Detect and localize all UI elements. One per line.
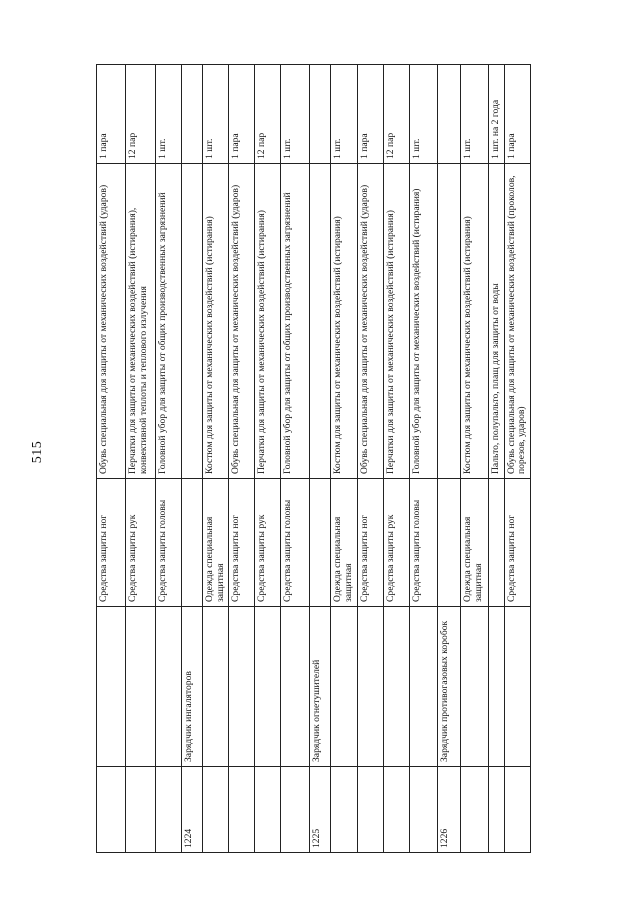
row-number <box>460 767 488 853</box>
profession-name <box>255 607 281 767</box>
ppe-norms-table <box>96 64 531 853</box>
table-row <box>126 65 156 853</box>
row-number <box>409 767 437 853</box>
table-body <box>97 65 531 853</box>
table-row <box>383 65 409 853</box>
ppe-category: Средства защиты рук <box>126 479 156 607</box>
row-number <box>504 767 530 853</box>
row-number <box>229 767 255 853</box>
ppe-category: Средства защиты головы <box>156 479 182 607</box>
ppe-category: Одежда специальная защитная <box>460 479 488 607</box>
table-row <box>357 65 383 853</box>
issue-quantity: 1 шт. <box>331 65 357 164</box>
ppe-category: Средства защиты рук <box>255 479 281 607</box>
profession-name <box>488 607 504 767</box>
ppe-category: Средства защиты рук <box>383 479 409 607</box>
table-row <box>203 65 229 853</box>
issue-quantity <box>437 65 460 164</box>
ppe-item: Перчатки для защиты от механических воздействий (истирания) <box>255 164 281 479</box>
issue-quantity: 1 пара <box>357 65 383 164</box>
ppe-category: Средства защиты головы <box>281 479 310 607</box>
profession-name: Зарядчик огнетушителей <box>310 607 331 767</box>
ppe-item <box>182 164 203 479</box>
row-number <box>281 767 310 853</box>
issue-quantity: 1 шт. <box>460 65 488 164</box>
profession-name <box>357 607 383 767</box>
ppe-category: Средства защиты ног <box>357 479 383 607</box>
issue-quantity: 1 пара <box>97 65 126 164</box>
row-number: 1225 <box>310 767 331 853</box>
table-row <box>310 65 331 853</box>
issue-quantity: 1 пара <box>504 65 530 164</box>
ppe-category: Средства защиты ног <box>97 479 126 607</box>
row-number <box>97 767 126 853</box>
ppe-item: Костюм для защиты от механических воздействий (истирания) <box>460 164 488 479</box>
ppe-category: Одежда специальная защитная <box>331 479 357 607</box>
row-number <box>357 767 383 853</box>
profession-name <box>504 607 530 767</box>
issue-quantity: 12 пар <box>255 65 281 164</box>
table-row <box>156 65 182 853</box>
profession-name: Зарядчик ингаляторов <box>182 607 203 767</box>
table-row <box>437 65 460 853</box>
ppe-item: Головной убор для защиты от общих производственных загрязнений <box>156 164 182 479</box>
issue-quantity: 1 шт. на 2 года <box>488 65 504 164</box>
ppe-category: Средства защиты ног <box>504 479 530 607</box>
row-number <box>383 767 409 853</box>
issue-quantity: 1 шт. <box>409 65 437 164</box>
profession-name <box>383 607 409 767</box>
issue-quantity <box>310 65 331 164</box>
ppe-item: Перчатки для защиты от механических воздействий (истирания), конвективной теплоты и теплового излучения <box>126 164 156 479</box>
ppe-category: Одежда специальная защитная <box>203 479 229 607</box>
profession-name <box>229 607 255 767</box>
ppe-item: Обувь специальная для защиты от механических воздействий (проколов, порезов, ударов) <box>504 164 530 479</box>
ppe-category <box>437 479 460 607</box>
issue-quantity: 1 шт. <box>281 65 310 164</box>
issue-quantity <box>182 65 203 164</box>
ppe-category <box>182 479 203 607</box>
table-row <box>504 65 530 853</box>
table-container <box>96 65 528 853</box>
row-number: 1224 <box>182 767 203 853</box>
table-row <box>460 65 488 853</box>
row-number <box>488 767 504 853</box>
ppe-item <box>437 164 460 479</box>
table-row <box>331 65 357 853</box>
issue-quantity: 1 шт. <box>203 65 229 164</box>
ppe-item: Обувь специальная для защиты от механических воздействий (ударов) <box>357 164 383 479</box>
row-number <box>331 767 357 853</box>
profession-name <box>203 607 229 767</box>
profession-name <box>156 607 182 767</box>
table-row <box>255 65 281 853</box>
ppe-category: Средства защиты ног <box>229 479 255 607</box>
issue-quantity: 1 пара <box>229 65 255 164</box>
profession-name: Зарядчик противогазовых коробок <box>437 607 460 767</box>
ppe-category <box>310 479 331 607</box>
profession-name <box>126 607 156 767</box>
table-row <box>97 65 126 853</box>
ppe-item: Головной убор для защиты от общих производственных загрязнений <box>281 164 310 479</box>
row-number: 1226 <box>437 767 460 853</box>
ppe-item: Пальто, полупальто, плащ для защиты от воды <box>488 164 504 479</box>
table-row <box>229 65 255 853</box>
row-number <box>203 767 229 853</box>
table-row <box>182 65 203 853</box>
profession-name <box>331 607 357 767</box>
ppe-item <box>310 164 331 479</box>
issue-quantity: 12 пар <box>126 65 156 164</box>
table-row <box>488 65 504 853</box>
ppe-category <box>488 479 504 607</box>
profession-name <box>460 607 488 767</box>
table-row <box>281 65 310 853</box>
issue-quantity: 12 пар <box>383 65 409 164</box>
ppe-item: Обувь специальная для защиты от механических воздействий (ударов) <box>229 164 255 479</box>
profession-name <box>281 607 310 767</box>
ppe-item: Костюм для защиты от механических воздействий (истирания) <box>203 164 229 479</box>
page-number: 515 <box>30 440 45 464</box>
issue-quantity: 1 шт. <box>156 65 182 164</box>
ppe-item: Перчатки для защиты от механических воздействий (истирания) <box>383 164 409 479</box>
profession-name <box>97 607 126 767</box>
row-number <box>126 767 156 853</box>
ppe-item: Головной убор для защиты от механических воздействий (истирания) <box>409 164 437 479</box>
ppe-category: Средства защиты головы <box>409 479 437 607</box>
ppe-item: Костюм для защиты от механических воздействий (истирания) <box>331 164 357 479</box>
ppe-item: Обувь специальная для защиты от механических воздействий (ударов) <box>97 164 126 479</box>
row-number <box>156 767 182 853</box>
profession-name <box>409 607 437 767</box>
table-row <box>409 65 437 853</box>
row-number <box>255 767 281 853</box>
